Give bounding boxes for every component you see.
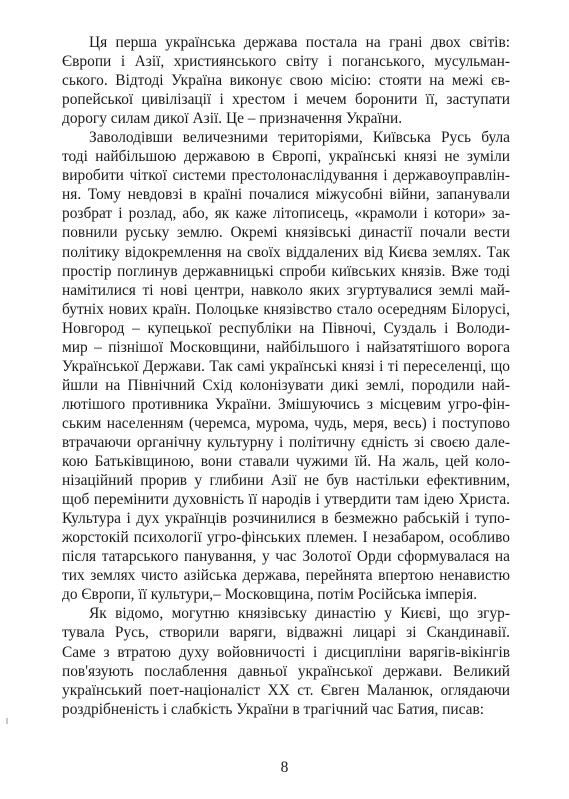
- text-line: розбрат і розлад, або, як каже літописець, «крамоли і котори» за-: [62, 205, 510, 223]
- text-line: тих землях чисто азійська держава, перейнята впертою ненавистю: [62, 567, 510, 585]
- text-line: Саме з втратою духу войовничості і дисципліни варягів-вікінгів: [62, 643, 510, 661]
- text-line: Як відомо, могутню князівську династію у Києві, що згур-: [89, 605, 510, 623]
- page-number: 8: [280, 759, 289, 776]
- text-line: Культура і дух українців розчинилися в безмежно рабській і тупо-: [62, 510, 510, 528]
- paragraph-2: [62, 128, 510, 604]
- text-line: до Європи, її культури,– Московщина, потім Російська імперія.: [62, 586, 478, 604]
- paragraph-3: [62, 604, 510, 718]
- text-line: мир – пізнішої Московщини, найбільшого і найзатятішого ворога: [62, 338, 510, 356]
- text-line: кою Батьківщиною, вони ставали чужими їй. На жаль, цей коло-: [62, 453, 510, 471]
- body-text: [62, 33, 510, 719]
- text-line: Ця перша українська держава постала на грані двох світів:: [89, 34, 510, 51]
- text-line: після татарського панування, у час Золотої Орди сформувалася на: [62, 548, 510, 566]
- text-line: Європи і Азії, християнського світу і поганського, мусульман-: [62, 53, 510, 71]
- text-line: нізаційний прорив у глибини Азії не був настільки ефективним,: [62, 472, 510, 490]
- text-line: тоді найбільшою державою в Європі, українські князі не зуміли: [62, 148, 510, 166]
- text-line: втрачаючи органічну культурну і політичну єдність зі своєю дале-: [62, 433, 510, 451]
- text-line: ропейської цивілізації і хрестом і мечем боронити її, заступати: [62, 91, 510, 109]
- text-line: бутніх нових країн. Полоцьке князівство стало осередням Білорусі,: [62, 300, 510, 318]
- text-line: лютішого противника України. Змішуючись з місцевим угро-фін-: [62, 395, 510, 413]
- text-line: виробити чіткої системи престолонаслідування і державоуправлін-: [62, 167, 510, 185]
- text-line: простір поглинув державницькі спроби київських князів. Вже тоді: [62, 262, 510, 280]
- text-line: намітилися ті нові центри, навколо яких згуртувалися землі май-: [62, 281, 510, 299]
- text-line: йшли на Північний Схід колонізувати дикі землі, породили най-: [62, 376, 510, 394]
- text-line: ського. Відтоді Україна виконує свою місію: стояти на межі єв-: [62, 72, 510, 90]
- paragraph-1: [62, 33, 510, 128]
- text-line: Заволодівши величезними територіями, Київська Русь була: [89, 129, 510, 147]
- text-line: тувала Русь, створили варяги, відважні лицарі зі Скандинавії.: [62, 624, 510, 642]
- text-line: український поет-націоналіст XX ст. Євген Маланюк, оглядаючи: [62, 681, 510, 699]
- text-line: роздрібненість і слабкість України в трагічний час Батия, писав:: [62, 700, 485, 718]
- text-line: повнили руську землю. Окремі князівські династії почали вести: [62, 224, 510, 242]
- text-line: політику відокремлення на своїх віддалених від Києва землях. Так: [62, 243, 510, 261]
- text-line: Української Держави. Так самі українські князі і ті переселенці, що: [62, 357, 510, 375]
- text-line: Новгород – купецької республіки на Півночі, Суздаль і Володи-: [62, 319, 510, 337]
- text-line: ським населенням (черемса, мурома, чудь, меря, весь) і поступово: [62, 414, 510, 432]
- text-line: ня. Тому невдовзі в країні почалися міжусобні війни, запанували: [62, 186, 510, 204]
- text-line: щоб перемінити духовність її народів і утвердити там ідею Христа.: [62, 491, 510, 509]
- text-line: пов'язують послаблення давньої української держави. Великий: [62, 662, 510, 680]
- text-line: дорогу силам дикої Азії. Це – призначення України.: [62, 110, 403, 128]
- scan-edge-mark: [6, 718, 8, 724]
- text-line: жорстокій психології угро-фінських племен. І незабаром, особливо: [62, 529, 510, 547]
